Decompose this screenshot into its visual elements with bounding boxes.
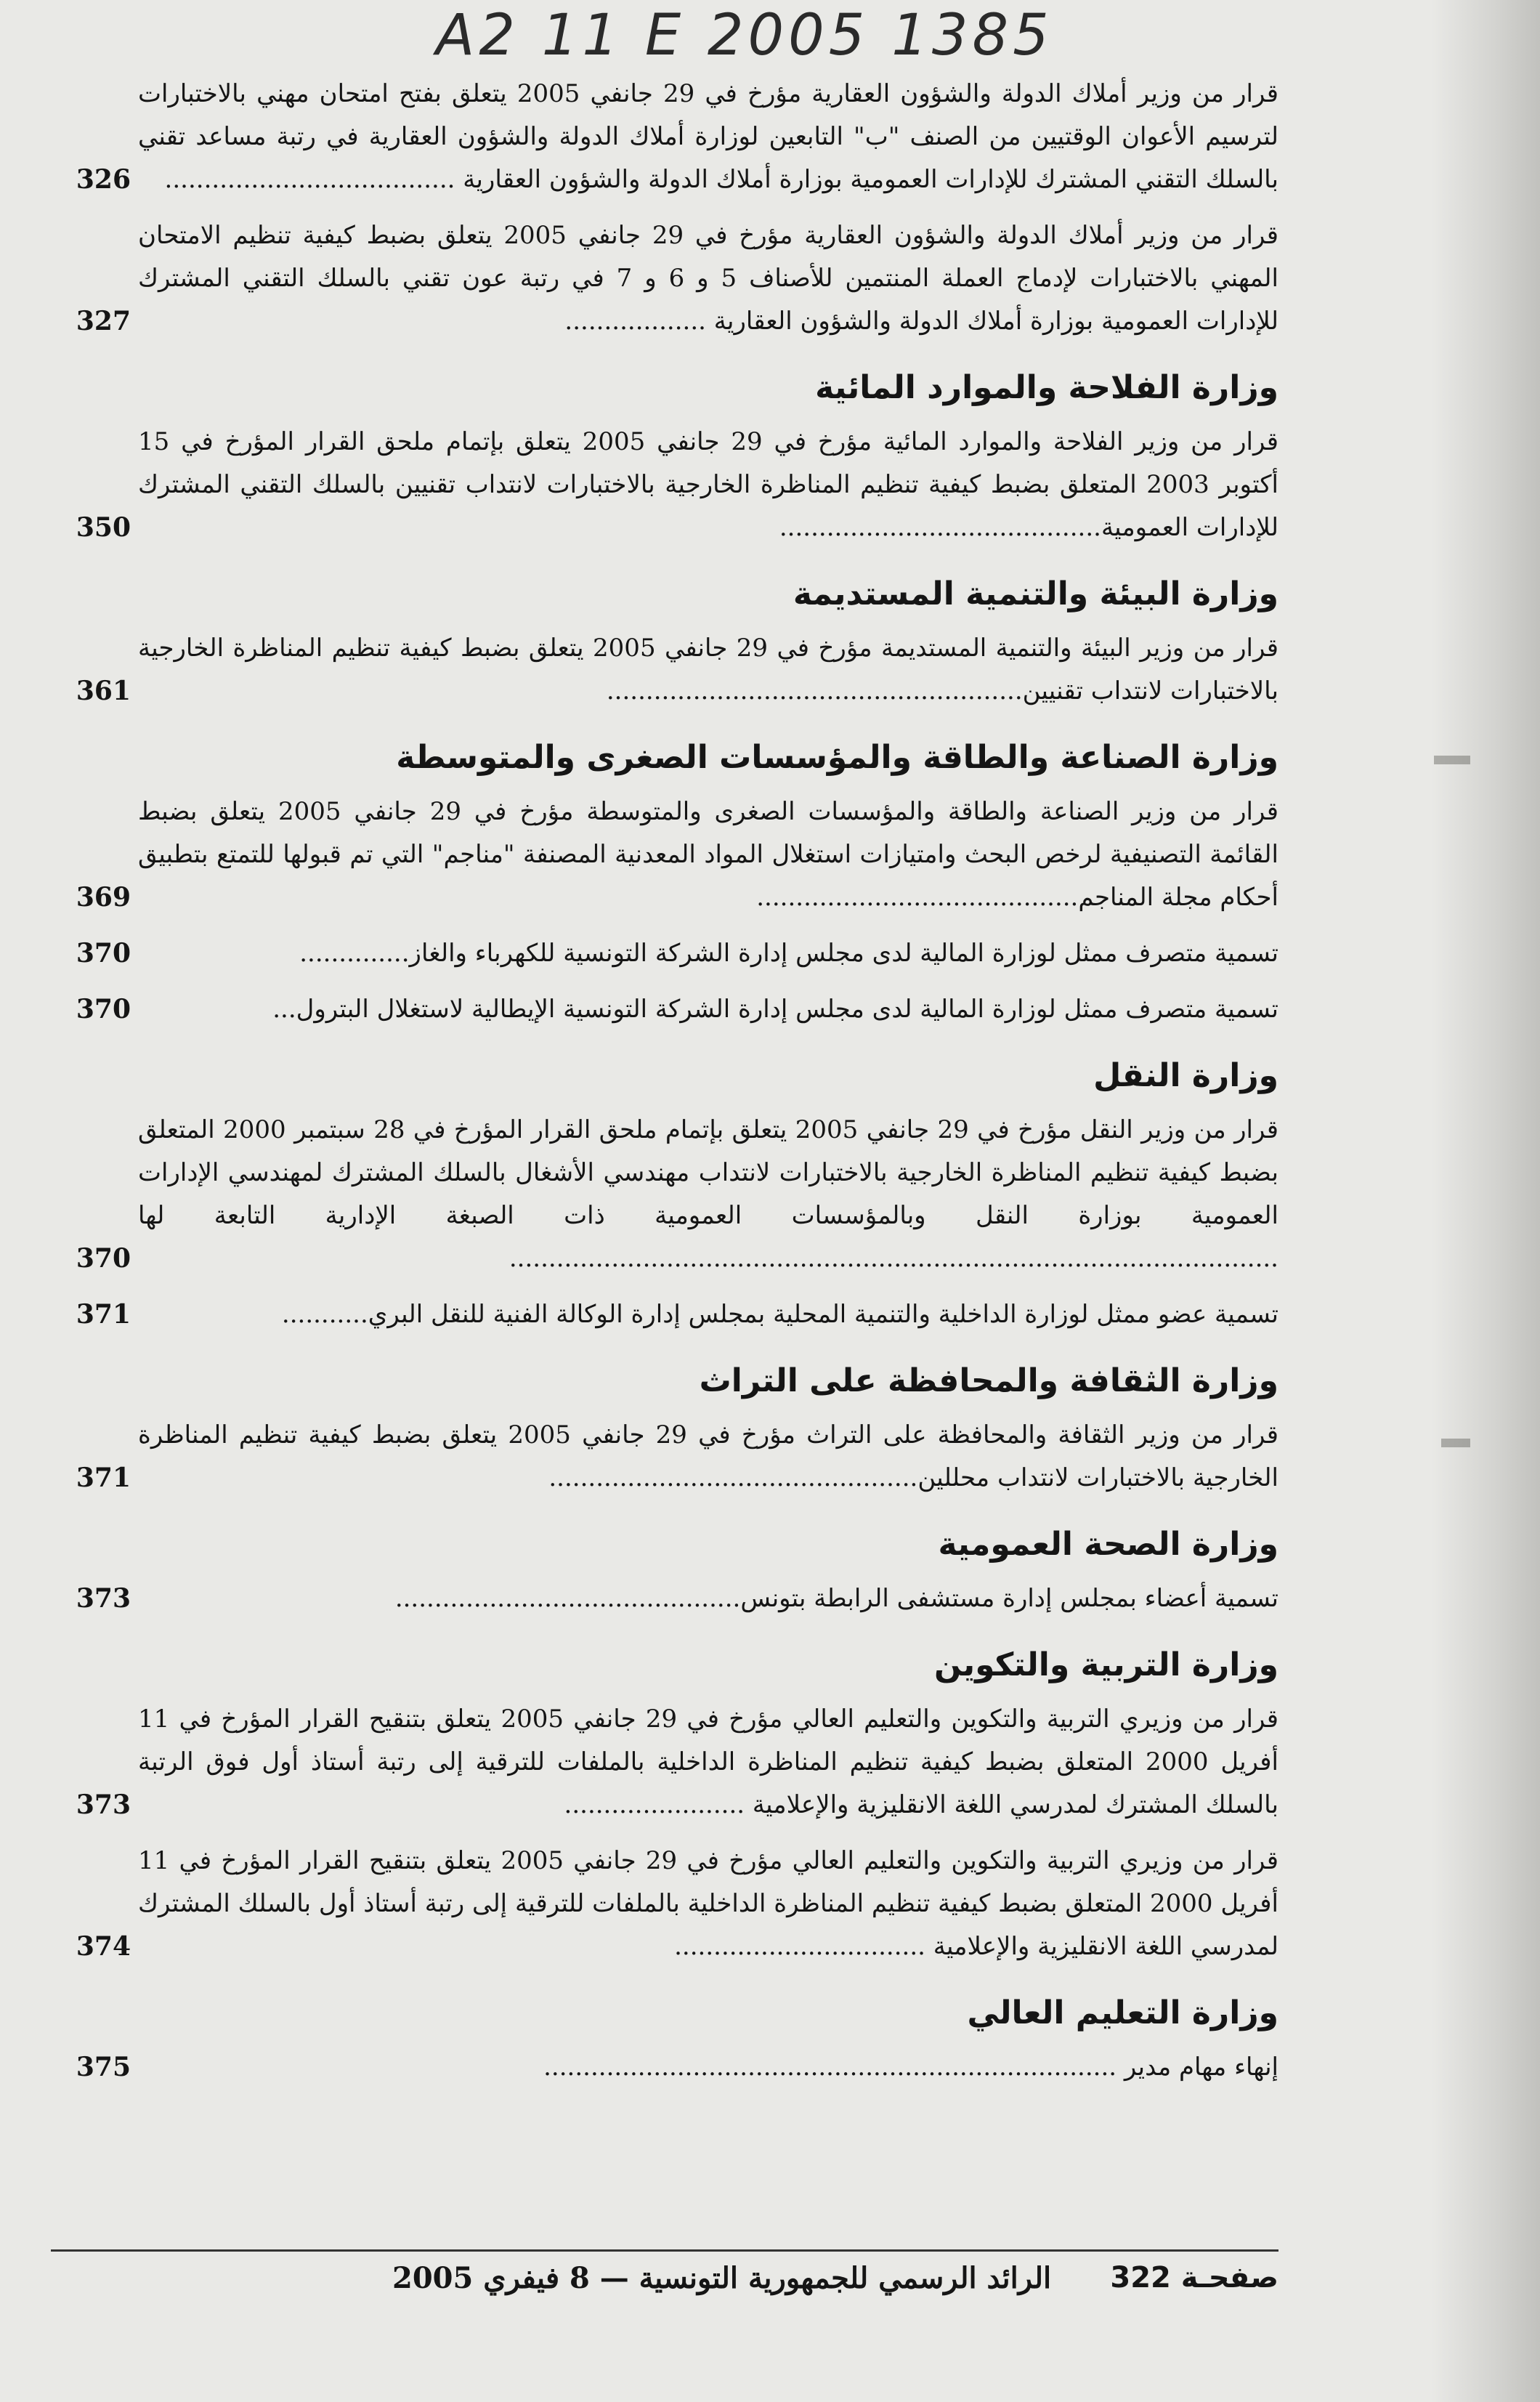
footer-rule [51,2249,1278,2252]
section-heading: وزارة الثقافة والمحافظة على التراث [699,1362,1278,1399]
section-heading: وزارة الصحة العمومية [938,1526,1278,1563]
entry-text: تسمية عضو ممثل لوزارة الداخلية والتنمية المحلية بمجلس إدارة الوكالة الفنية للنقل البري........... [281,1300,1278,1329]
toc-entry [51,421,1278,549]
toc-entry [51,627,1278,713]
entry-text: إنهاء مهام مدير ......................................................................... [543,2053,1278,2082]
toc-entry [51,1293,1278,1336]
entry-text: تسمية متصرف ممثل لوزارة المالية لدى مجلس إدارة الشركة التونسية الإيطالية لاستغلال البترول... [272,995,1278,1024]
page-footer [51,2261,1278,2312]
toc-entry [51,988,1278,1031]
toc-section [51,368,1278,549]
entry-page-number: 375 [76,2052,131,2082]
entry-page-number: 370 [76,938,131,969]
toc-entry [51,1109,1278,1280]
margin-mark [1434,756,1470,764]
section-heading: وزارة التعليم العالي [967,1994,1278,2031]
entry-page-number: 370 [76,1243,131,1274]
entry-page-number: 327 [76,306,131,336]
entry-page-number: 326 [76,164,131,195]
journal-title: الرائد الرسمي للجمهورية التونسية — 8 فيفري 2005 [392,2261,1052,2295]
entry-text: قرار من وزيري التربية والتكوين والتعليم العالي مؤرخ في 29 جانفي 2005 يتعلق بتنقيح القرار المؤرخ في 11 أفريل 2000 المتعلق بضبط كيفية تنظيم المناظرة الداخلية بالملفات للترقية إلى رتبة أستاذ أول بالسلك المشترك لمدرسي اللغة الانقليزية والإعلامية ................................ [138,1846,1278,1961]
entry-text: قرار من وزير أملاك الدولة والشؤون العقارية مؤرخ في 29 جانفي 2005 يتعلق بفتح امتحان مهني بالاختبارات لترسيم الأعوان الوقتيين من الصنف "ب" التابعين لوزارة أملاك الدولة والشؤون العقارية في رتبة مساعد تقني بالسلك التقني المشترك للإدارات العمومية بوزارة أملاك الدولة والشؤون العقارية ..................................... [138,79,1278,194]
toc-entry [51,214,1278,343]
table-of-contents [51,73,1278,2102]
entry-page-number: 350 [76,512,131,543]
toc-section [51,1524,1278,1620]
entry-text: قرار من وزير النقل مؤرخ في 29 جانفي 2005 يتعلق بإتمام ملحق القرار المؤرخ في 28 سبتمبر 2000 المتعلق بضبط كيفية تنظيم المناظرة الخارجية بالاختبارات لانتداب مهندسي الأشغال بالسلك المشترك لمهندسي الإدارات العمومية بوزارة النقل وبالمؤسسات العمومية ذات الصبغة الإدارية التابعة لها .................................................................................................. [138,1115,1278,1273]
entry-page-number: 371 [76,1463,131,1493]
entry-text: تسمية أعضاء بمجلس إدارة مستشفى الرابطة بتونس............................................ [394,1584,1278,1613]
entry-text: قرار من وزير أملاك الدولة والشؤون العقارية مؤرخ في 29 جانفي 2005 يتعلق بضبط كيفية تنظيم الامتحان المهني بالاختبارات لإدماج العملة المنتمين للأصناف 5 و 6 و 7 في رتبة عون تقني بالسلك التقني المشترك للإدارات العمومية بوزارة أملاك الدولة والشؤون العقارية .................. [138,221,1278,336]
entry-page-number: 361 [76,676,131,706]
entry-page-number: 371 [76,1299,131,1330]
toc-section [51,1993,1278,2089]
entry-text: تسمية متصرف ممثل لوزارة المالية لدى مجلس إدارة الشركة التونسية للكهرباء والغاز.............. [299,939,1278,968]
entry-page-number: 373 [76,1583,131,1614]
entry-text: قرار من وزير البيئة والتنمية المستديمة مؤرخ في 29 جانفي 2005 يتعلق بضبط كيفية تنظيم المناظرة الخارجية بالاختبارات لانتداب تقنيين..................................................... [138,634,1279,705]
toc-section [51,737,1278,1031]
toc-entry [51,1577,1278,1620]
page-number-label: صفحـة 322 [1110,2261,1278,2294]
toc-entry [51,1698,1278,1827]
toc-entry [51,2046,1278,2089]
entry-page-number: 374 [76,1931,131,1962]
section-heading: وزارة الصناعة والطاقة والمؤسسات الصغرى والمتوسطة [396,739,1278,776]
handwritten-note: A2 11 E 2005 1385 [436,3,1053,68]
scan-shadow-edge [1431,0,1540,2402]
toc-entry [51,1840,1278,1968]
toc-section [51,574,1278,713]
section-heading: وزارة البيئة والتنمية المستديمة [793,575,1278,612]
toc-entry [51,1414,1278,1500]
entry-page-number: 370 [76,994,131,1024]
toc-entry [51,73,1278,201]
toc-section [51,1056,1278,1336]
section-heading: وزارة الفلاحة والموارد المائية [815,369,1278,406]
entry-text: قرار من وزير الصناعة والطاقة والمؤسسات الصغرى والمتوسطة مؤرخ في 29 جانفي 2005 يتعلق بضبط القائمة التصنيفية لرخص البحث وامتيازات استغلال المواد المعدنية المصنفة "مناجم" التي تم قبولها للتمتع بتطبيق أحكام مجلة المناجم......................................... [138,797,1278,912]
toc-section [51,1645,1278,1968]
section-heading: وزارة النقل [1093,1057,1278,1094]
section-heading: وزارة التربية والتكوين [933,1646,1278,1683]
entry-text: قرار من وزيري التربية والتكوين والتعليم العالي مؤرخ في 29 جانفي 2005 يتعلق بتنقيح القرار المؤرخ في 11 أفريل 2000 المتعلق بضبط كيفية تنظيم المناظرة الداخلية بالملفات للترقية إلى رتبة أستاذ أول فوق الرتبة بالسلك المشترك لمدرسي اللغة الانقليزية والإعلامية ....................... [138,1705,1278,1819]
toc-entry [51,790,1278,919]
entry-text: قرار من وزير الثقافة والمحافظة على التراث مؤرخ في 29 جانفي 2005 يتعلق بضبط كيفية تنظيم المناظرة الخارجية بالاختبارات لانتداب محللين............................................... [138,1420,1278,1492]
entry-page-number: 373 [76,1790,131,1820]
entry-text: قرار من وزير الفلاحة والموارد المائية مؤرخ في 29 جانفي 2005 يتعلق بإتمام ملحق القرار المؤرخ في 15 أكتوبر 2003 المتعلق بضبط كيفية تنظيم المناظرة الخارجية بالاختبارات لانتداب تقنيين بالسلك التقني المشترك للإدارات العمومية......................................... [138,427,1278,542]
toc-entry [51,932,1278,975]
entry-page-number: 369 [76,882,131,913]
margin-mark [1441,1439,1470,1447]
toc-section [51,1361,1278,1500]
toc-section [51,73,1278,343]
